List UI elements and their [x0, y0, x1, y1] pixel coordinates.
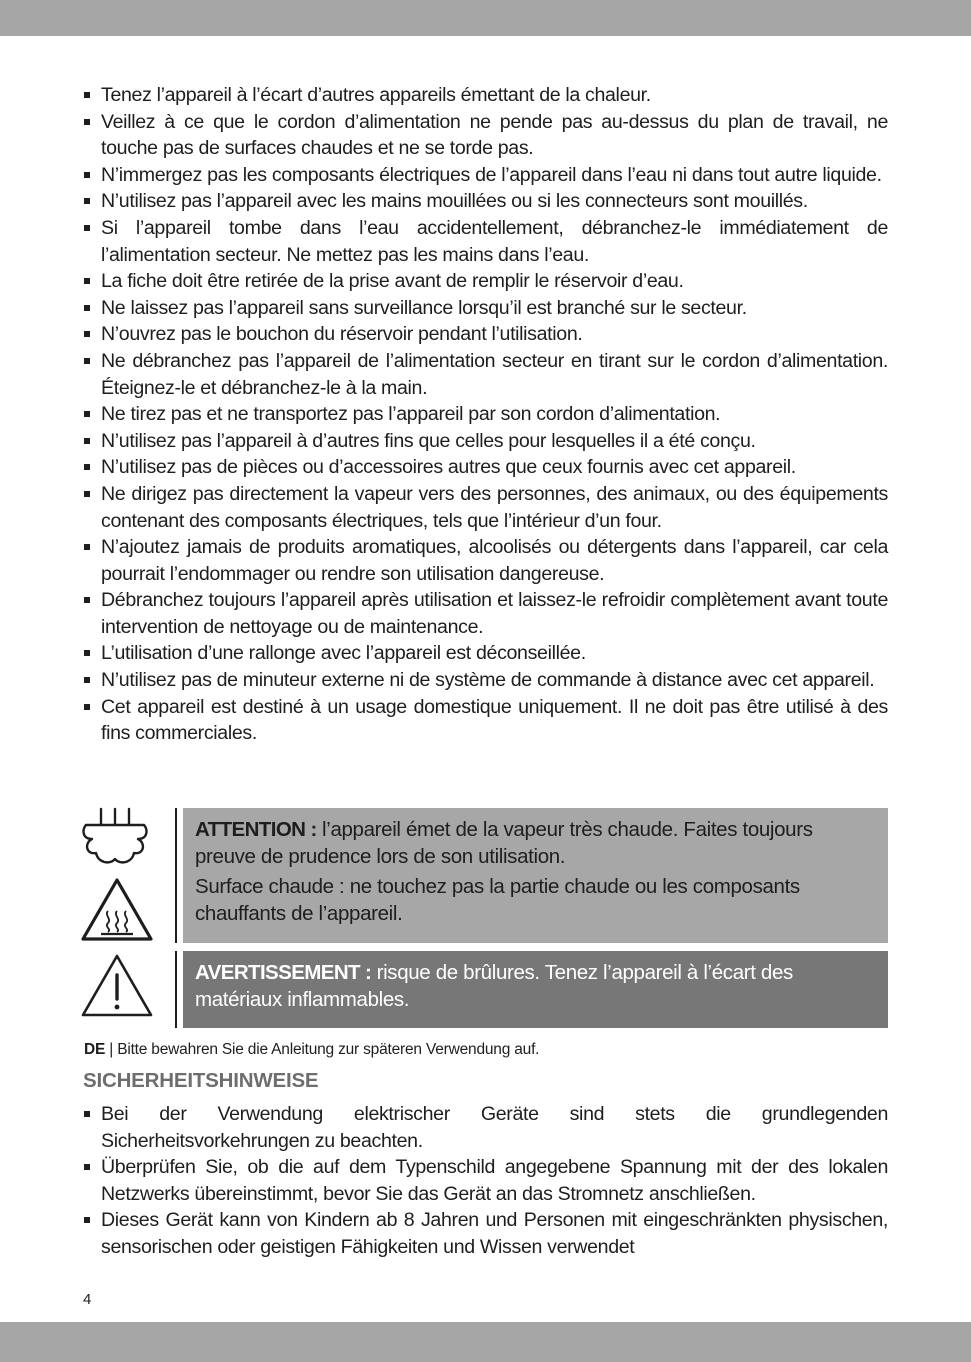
list-item [84, 428, 888, 455]
hot-surface-paragraph: Surface chaude : ne touchez pas la partie chaude ou les composants chauffants de l’appareil. [195, 875, 800, 925]
list-item-text: Ne dirigez pas directement la vapeur vers des personnes, des animaux, ou des équipements contenant des composants électriques, tels que l’intérieur d’un four. [101, 482, 888, 532]
bullet-square [84, 278, 90, 284]
bullet-square [84, 172, 90, 178]
bullet-square [84, 704, 90, 710]
list-item [84, 1207, 888, 1260]
list-item [84, 348, 888, 401]
hot-surface-warning-icon [80, 877, 154, 943]
list-item-text: Débranchez toujours l’appareil après utilisation et laissez-le refroidir complètement avant toute intervention de nettoyage ou de maintenance. [101, 589, 888, 638]
list-item-text: N’utilisez pas l’appareil avec les mains mouillées ou si les connecteurs sont mouillés. [101, 190, 808, 213]
bullet-square [84, 464, 90, 470]
steam-icon [80, 805, 150, 867]
list-item [84, 162, 888, 189]
top-header-band [0, 0, 971, 36]
list-item-text: Cet appareil est destiné à un usage domestique uniquement. Il ne doit pas être utilisé à des fins commerciales. [101, 695, 888, 745]
bullet-square [84, 544, 90, 550]
warning-text: risque de brûlures. Tenez l’appareil à l’écart des matériaux inflammables. [195, 961, 793, 1011]
list-item-text: Dieses Gerät kann von Kindern ab 8 Jahren und Personen mit eingeschränkten physischen, sensorischen oder geistigen Fähigkeiten und Wissen verwendet [101, 1209, 888, 1258]
bullet-square [84, 92, 90, 98]
german-intro-text: Bitte bewahren Sie die Anleitung zur späteren Verwendung auf. [117, 1041, 540, 1058]
bullet-square [84, 677, 90, 683]
bullet-square [84, 438, 90, 444]
attention-divider [175, 808, 177, 943]
list-item [84, 454, 888, 481]
warning-triangle-icon [80, 953, 154, 1019]
separator: | [105, 1041, 118, 1058]
list-item [84, 188, 888, 215]
attention-label: ATTENTION : [195, 818, 317, 841]
bullet-square [84, 119, 90, 125]
list-item-text: Ne tirez pas et ne transportez pas l’appareil par son cordon d’alimentation. [101, 403, 721, 426]
bullet-square [84, 358, 90, 364]
list-item-text: Überprüfen Sie, ob die auf dem Typenschild angegebene Spannung mit der des lokalen Netzwerks übereinstimmt, bevor Sie das Gerät an das Stromnetz anschließen. [101, 1156, 888, 1205]
bullet-square [84, 1217, 90, 1223]
list-item [84, 82, 888, 109]
list-item-text: N’immergez pas les composants électriques de l’appareil dans l’eau ni dans tout autre liquide. [101, 163, 882, 186]
section-heading: SICHERHEITSHINWEISE [83, 1069, 319, 1092]
bottom-footer-band [0, 1322, 971, 1362]
bullet-square [84, 597, 90, 603]
attention-paragraph [195, 816, 876, 870]
list-item-text: N’ouvrez pas le bouchon du réservoir pendant l’utilisation. [101, 323, 583, 346]
bullet-square [84, 305, 90, 311]
bullet-square [84, 650, 90, 656]
list-item [84, 640, 888, 667]
warning-paragraph [195, 959, 876, 1013]
list-item [84, 401, 888, 428]
list-item-text: La fiche doit être retirée de la prise avant de remplir le réservoir d’eau. [101, 270, 684, 293]
language-code: DE [84, 1041, 106, 1058]
list-item-text: Bei der Verwendung elektrischer Geräte sind stets die grundlegenden Sicherheitsvorkehrungen zu beachten. [101, 1103, 888, 1152]
warning-label: AVERTISSEMENT : [195, 961, 372, 984]
bullet-square [84, 331, 90, 337]
list-item [84, 109, 888, 162]
bullet-square [84, 1111, 90, 1117]
warning-box [183, 951, 888, 1028]
list-item-text: L’utilisation d’une rallonge avec l’appareil est déconseillée. [101, 642, 586, 665]
attention-text: l’appareil émet de la vapeur très chaude. Faites toujours preuve de prudence lors de son utilisation. [195, 818, 813, 868]
attention-box [183, 808, 888, 943]
list-item [84, 481, 888, 534]
list-item [84, 667, 888, 694]
list-item [84, 1154, 888, 1207]
list-item [84, 321, 888, 348]
list-item-text: Veillez à ce que le cordon d’alimentation ne pende pas au-dessus du plan de travail, ne touche pas de surfaces chaudes et ne se torde pas. [101, 110, 888, 160]
list-item-text: Ne laissez pas l’appareil sans surveillance lorsqu’il est branché sur le secteur. [101, 296, 747, 319]
french-safety-list [84, 82, 888, 747]
german-safety-list [84, 1101, 888, 1261]
bullet-square [84, 198, 90, 204]
list-item [84, 215, 888, 268]
german-intro-line [84, 1041, 539, 1059]
list-item-text: Tenez l’appareil à l’écart d’autres appareils émettant de la chaleur. [101, 84, 651, 106]
list-item-text: N’utilisez pas de minuteur externe ni de système de commande à distance avec cet appareil. [101, 669, 875, 692]
list-item-text: Si l’appareil tombe dans l’eau accidentellement, débranchez-le immédiatement de l’alimentation secteur. Ne mettez pas les mains dans l’eau. [101, 216, 888, 266]
list-item-text: N’utilisez pas l’appareil à d’autres fins que celles pour lesquelles il a été conçu. [101, 429, 756, 452]
bullet-square [84, 1164, 90, 1170]
list-item-text: N’ajoutez jamais de produits aromatiques, alcoolisés ou détergents dans l’appareil, car cela pourrait l’endommager ou rendre son utilisation dangereuse. [101, 536, 888, 585]
list-item [84, 534, 888, 587]
list-item [84, 587, 888, 640]
bullet-square [84, 411, 90, 417]
list-item [84, 694, 888, 747]
list-item [84, 295, 888, 322]
list-item-text: N’utilisez pas de pièces ou d’accessoires autres que ceux fournis avec cet appareil. [101, 456, 796, 479]
list-item [84, 1101, 888, 1154]
list-item [84, 268, 888, 295]
bullet-square [84, 225, 90, 231]
warning-divider [175, 951, 177, 1028]
bullet-square [84, 491, 90, 497]
page-number: 4 [83, 1291, 92, 1308]
list-item-text: Ne débranchez pas l’appareil de l’alimentation secteur en tirant sur le cordon d’alimentation. Éteignez-le et débranchez-le à la main. [101, 349, 888, 399]
